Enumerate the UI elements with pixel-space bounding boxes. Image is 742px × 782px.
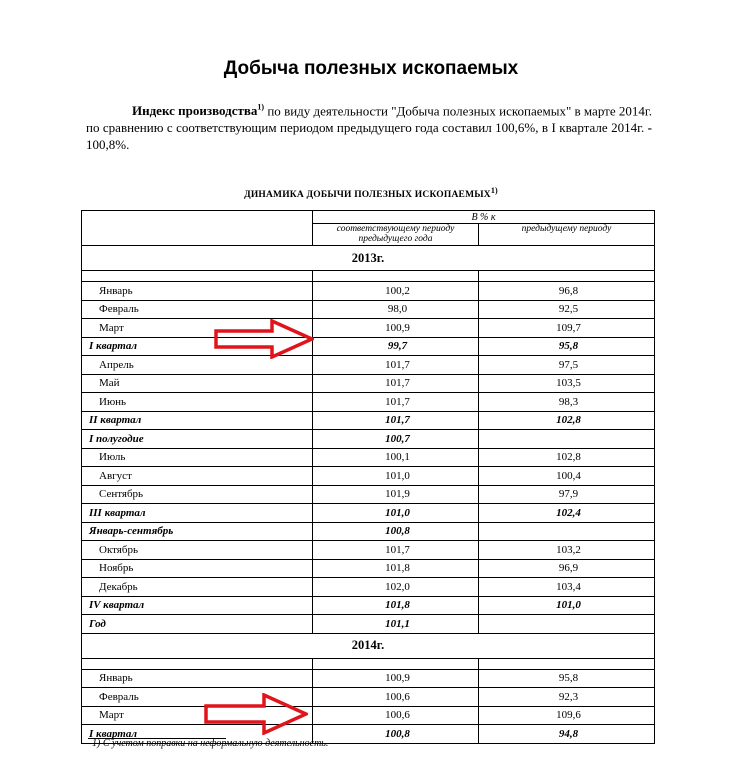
footnote: 1) С учетом поправки на неформальную деятельность.: [92, 738, 329, 749]
table-row: [82, 300, 655, 319]
value-prev-year: 101,9: [313, 485, 479, 504]
red-arrow-icon: [204, 693, 308, 735]
table-row: [82, 282, 655, 301]
value-prev-period: [479, 522, 655, 541]
intro-paragraph: [86, 99, 652, 153]
row-label: I квартал: [82, 337, 313, 356]
value-prev-period: 103,2: [479, 541, 655, 560]
table-row: [82, 485, 655, 504]
red-arrow-shape: [216, 321, 312, 357]
value-prev-year: 99,7: [313, 337, 479, 356]
value-prev-period: 96,9: [479, 559, 655, 578]
table-row: [82, 615, 655, 634]
red-arrow-shape: [206, 695, 306, 733]
value-prev-period: 95,8: [479, 337, 655, 356]
row-label: Год: [82, 615, 313, 634]
header-prev-year: соответствующему периоду предыдущего года: [313, 224, 479, 246]
table-row: [82, 430, 655, 449]
row-label: Июнь: [82, 393, 313, 412]
row-label: Февраль: [82, 688, 313, 707]
value-prev-period: 102,8: [479, 448, 655, 467]
intro-text-end: 100,8%.: [86, 137, 130, 153]
intro-dash: -: [647, 120, 652, 136]
year-header: 2014г.: [82, 633, 655, 658]
spacer-cell: [479, 658, 655, 669]
table-row: [82, 578, 655, 597]
year-header: 2013г.: [82, 246, 655, 271]
mining-dynamics-table: [81, 210, 655, 744]
row-label: Ноябрь: [82, 559, 313, 578]
row-label: Май: [82, 374, 313, 393]
row-label: III квартал: [82, 504, 313, 523]
row-label: Сентябрь: [82, 485, 313, 504]
spacer-cell: [82, 658, 313, 669]
value-prev-year: 101,7: [313, 541, 479, 560]
value-prev-period: 95,8: [479, 669, 655, 688]
table-row: [82, 522, 655, 541]
table-title: ДИНАМИКА ДОБЫЧИ ПОЛЕЗНЫХ ИСКОПАЕМЫХ$^{1)}$: [244, 186, 498, 201]
value-prev-period: 97,5: [479, 356, 655, 375]
spacer-cell: [479, 271, 655, 282]
value-prev-year: 100,1: [313, 448, 479, 467]
table-row: [82, 393, 655, 412]
table-row: [82, 448, 655, 467]
table-row: [82, 669, 655, 688]
table-row: [82, 319, 655, 338]
value-prev-year: 100,9: [313, 319, 479, 338]
value-prev-year: 101,0: [313, 467, 479, 486]
table-row: [82, 706, 655, 725]
row-label: I полугодие: [82, 430, 313, 449]
header-prev-period: предыдущему периоду: [479, 224, 655, 246]
value-prev-period: 92,5: [479, 300, 655, 319]
value-prev-year: 101,8: [313, 559, 479, 578]
row-label: Июль: [82, 448, 313, 467]
header-empty-cell: [82, 211, 313, 246]
table-row: [82, 411, 655, 430]
intro-text: по виду деятельности "Добыча полезных ископаемых" в марте 2014г. по сравнению с соответствующим периодом предыдущего года составил 100,6%, в I квартале 2014г.: [86, 103, 652, 136]
row-label: Февраль: [82, 300, 313, 319]
value-prev-year: 100,6: [313, 688, 479, 707]
table-row: [82, 467, 655, 486]
row-label: I квартал: [82, 725, 313, 744]
row-label: Январь: [82, 669, 313, 688]
red-arrow-icon: [214, 319, 314, 359]
value-prev-period: 109,6: [479, 706, 655, 725]
value-prev-period: 100,4: [479, 467, 655, 486]
value-prev-year: 100,8: [313, 725, 479, 744]
row-label: IV квартал: [82, 596, 313, 615]
table-row: [82, 504, 655, 523]
table-row: [82, 356, 655, 375]
value-prev-year: 101,7: [313, 374, 479, 393]
row-label: Апрель: [82, 356, 313, 375]
value-prev-period: [479, 430, 655, 449]
page-title: Добыча полезных ископаемых: [223, 58, 519, 79]
row-label: Август: [82, 467, 313, 486]
spacer-cell: [313, 658, 479, 669]
value-prev-year: 100,2: [313, 282, 479, 301]
row-label: Октябрь: [82, 541, 313, 560]
table-row: [82, 374, 655, 393]
value-prev-period: 97,9: [479, 485, 655, 504]
value-prev-year: 101,7: [313, 411, 479, 430]
value-prev-period: 103,5: [479, 374, 655, 393]
value-prev-period: [479, 615, 655, 634]
value-prev-period: 103,4: [479, 578, 655, 597]
value-prev-year: 98,0: [313, 300, 479, 319]
row-label: Январь-сентябрь: [82, 522, 313, 541]
value-prev-period: 101,0: [479, 596, 655, 615]
table-row: [82, 596, 655, 615]
header-percent: В % к: [313, 211, 655, 224]
value-prev-year: 100,9: [313, 669, 479, 688]
value-prev-period: 94,8: [479, 725, 655, 744]
row-label: Март: [82, 706, 313, 725]
spacer-cell: [82, 271, 313, 282]
value-prev-period: 92,3: [479, 688, 655, 707]
value-prev-period: 98,3: [479, 393, 655, 412]
value-prev-year: 101,0: [313, 504, 479, 523]
value-prev-period: 102,4: [479, 504, 655, 523]
value-prev-year: 101,8: [313, 596, 479, 615]
value-prev-year: 101,1: [313, 615, 479, 634]
value-prev-period: 102,8: [479, 411, 655, 430]
row-label: Декабрь: [82, 578, 313, 597]
value-prev-year: 100,7: [313, 430, 479, 449]
row-label: II квартал: [82, 411, 313, 430]
intro-lead: Индекс производства$^{1)}$: [132, 103, 265, 119]
value-prev-period: 96,8: [479, 282, 655, 301]
value-prev-year: 101,7: [313, 356, 479, 375]
value-prev-year: 100,6: [313, 706, 479, 725]
value-prev-year: 100,8: [313, 522, 479, 541]
row-label: Март: [82, 319, 313, 338]
value-prev-period: 109,7: [479, 319, 655, 338]
row-label: Январь: [82, 282, 313, 301]
table-row: [82, 337, 655, 356]
spacer-cell: [313, 271, 479, 282]
table-row: [82, 559, 655, 578]
value-prev-year: 102,0: [313, 578, 479, 597]
table-row: [82, 688, 655, 707]
value-prev-year: 101,7: [313, 393, 479, 412]
table-row: [82, 541, 655, 560]
